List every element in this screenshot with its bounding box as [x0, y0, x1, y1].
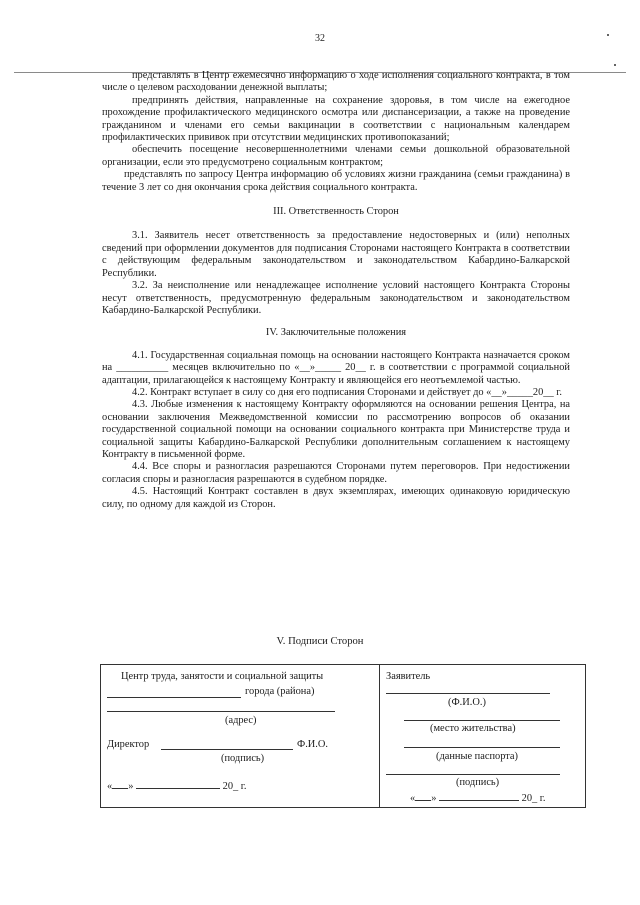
director-label: Директор [107, 739, 150, 750]
applicant-signature-label: (подпись) [456, 777, 500, 788]
section-5-title: V. Подписи Сторон [276, 636, 364, 647]
address-label: (адрес) [225, 715, 257, 726]
director-signature-line [161, 749, 293, 750]
scan-speck [607, 34, 609, 36]
applicant-fio-label: (Ф.И.О.) [448, 697, 486, 708]
page-number: 32 [315, 33, 325, 44]
applicant-heading: Заявитель [386, 671, 431, 682]
address-line [107, 711, 335, 712]
clause-4-3: 4.3. Любые изменения к настоящему Контракту оформляются на основании решения Центра, на основании заключения Межведомственной комиссии по рассмотрению вопросов об оказании государственной социальной помощи на основании социального контракта при Министерстве труда и социальной защиты Кабардино-Балкарской Республики дополнительным соглашением к настоящему Контракту в письменной форме. [102, 399, 570, 460]
scan-speck [614, 64, 616, 66]
director-fio-label: Ф.И.О. [297, 739, 329, 750]
clause-4-5: 4.5. Настоящий Контракт составлен в двух экземплярах, имеющих одинаковую юридическую силу, по одному для каждой из Сторон. [102, 486, 570, 510]
applicant-name-line [386, 693, 550, 694]
applicant-date: « » 20_ г. [410, 790, 546, 804]
section-4-title: IV. Заключительные положения [265, 327, 407, 339]
passport-label: (данные паспорта) [436, 751, 519, 762]
applicant-signature-line [386, 774, 560, 775]
obligation-paragraph: представлять по запросу Центра информацию об условиях жизни гражданина (семьи гражданина) в течение 3 лет со дня окончания срока действия социального контракта. [102, 169, 570, 193]
passport-line [404, 747, 560, 748]
residence-line [404, 720, 560, 721]
center-heading: Центр труда, занятости и социальной защиты [121, 671, 324, 682]
clause-4-4: 4.4. Все споры и разногласия разрешаются Сторонами путем переговоров. При недостижении согласия споры и разногласия разрешаются в судебном порядке. [102, 461, 570, 485]
residence-label: (место жительства) [430, 723, 516, 734]
applicant-signature-block [380, 665, 585, 807]
director-signature-label: (подпись) [221, 753, 265, 764]
obligation-paragraph: представлять в Центр ежемесячно информацию о ходе исполнения социального контракта, в том числе о целевом расходовании денежной выплаты; [102, 70, 570, 94]
center-signature-block [101, 665, 380, 807]
center-date: « » 20_ г. [107, 778, 247, 792]
clause-3-2: 3.2. За неисполнение или ненадлежащее исполнение условий настоящего Контракта Стороны несут ответственность, предусмотренную федеральным законодательством и законодательством Кабардино-Балкарской Республики. [102, 280, 570, 316]
city-suffix: города (района) [245, 686, 315, 697]
obligation-paragraph: предпринять действия, направленные на сохранение здоровья, в том числе на ежегодное прохождение профилактического медицинского осмотра или диспансеризации, а также на проведение гражданином и членами его семьи вакцинации в соответствии с национальным календарем профилактических прививок при отсутствии медицинских противопоказаний; [102, 94, 570, 144]
city-line [107, 697, 241, 698]
clause-4-1: 4.1. Государственная социальная помощь на основании настоящего Контракта назначается сроком на __________ месяцев включительно по «__»_____ 20__ г. в соответствии с программой социальной адаптации, прилагающейся к настоящему Контракту и являющейся его неотъемлемой частью. [102, 349, 570, 386]
signature-table [100, 664, 586, 808]
obligation-paragraph: обеспечить посещение несовершеннолетними членами семьи дошкольной образовательной организации, если это предусмотрено социальным контрактом; [102, 144, 570, 168]
document-body [102, 70, 570, 511]
clause-4-2: 4.2. Контракт вступает в силу со дня его подписания Сторонами и действует до «__»_____20__ г. [132, 386, 562, 398]
section-3-title: III. Ответственность Сторон [273, 206, 399, 218]
clause-3-1: 3.1. Заявитель несет ответственность за предоставление недостоверных и (или) неполных сведений при оформлении документов для подписания Сторонами настоящего Контракта в соответствии с действующим федеральным законодательством и законодательством Кабардино-Балкарской Республики. [102, 230, 570, 279]
